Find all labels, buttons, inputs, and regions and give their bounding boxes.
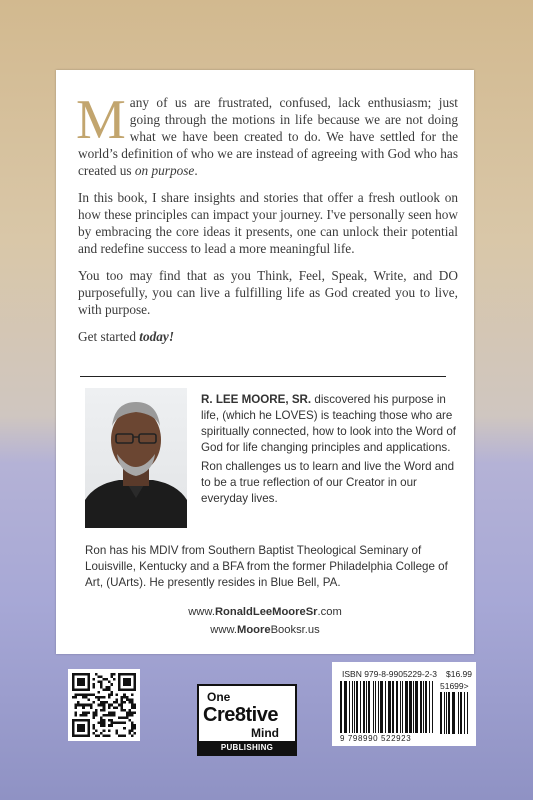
author-name: R. LEE MOORE, SR.: [201, 393, 312, 406]
back-cover-panel: [56, 70, 474, 654]
today-emphasis: today!: [139, 329, 175, 344]
intro-paragraph-2: In this book, I share insights and stories that offer a fresh outlook on how these principles can impact your journey. I've personally seen how by embracing the core ideas it presents, one can unlock their potential and redefine success to lead a more meaningful life.: [78, 190, 458, 256]
get-started-text: Get started: [78, 329, 140, 344]
bio-p1-text: discovered his purpose in life, (which he LOVES) is teaching those who are spiritually connected, how to look into the Word of God for life changing principles and applications.: [201, 393, 456, 454]
bio-paragraph-3: Ron has his MDIV from Southern Baptist Theological Seminary of Louisville, Kentucky and a BFA from the former Philadelphia College of Art, (UArts). He presently resides in Blue Bell, PA.: [85, 544, 448, 589]
barcode-number: 9 798990 522923: [340, 734, 412, 743]
isbn-text: ISBN 979-8-9905229-2-3: [342, 669, 437, 679]
intro-p1-end: .: [194, 163, 198, 178]
intro-p1-text: any of us are frustrated, confused, lack enthusiasm; just going through the motions in life because we are not doing what we have been created to do. We have settled for the world’s definition of who we are instead of agreeing with God who has created us: [78, 95, 458, 178]
intro-text: [76, 89, 458, 355]
divider-line: [80, 376, 446, 377]
barcode-bars: [340, 681, 436, 733]
drop-cap: M: [76, 89, 126, 151]
intro-p1-emphasis: on purpose: [134, 163, 195, 178]
author-bio: [201, 392, 461, 510]
author-photo: [85, 388, 187, 528]
intro-paragraph-4: [78, 328, 458, 345]
website-2[interactable]: www.MooreBooksr.us: [210, 624, 320, 636]
isbn-barcode: [332, 662, 476, 746]
addon-bars: [440, 692, 470, 734]
publisher-logo: One Cre8tive Mind PUBLISHING: [197, 684, 297, 756]
addon-code: 51699>: [440, 681, 469, 691]
bio-paragraph-1: [201, 392, 461, 456]
qr-code: [68, 669, 140, 741]
intro-paragraph-3: You too may find that as you Think, Feel, Speak, Write, and DO purposefully, you can live a fulfilling life as God created you to live, with purpose.: [78, 268, 458, 317]
bio-paragraph-2: Ron challenges us to learn and live the Word and to be a true reflection of our Creator in our everyday lives.: [201, 460, 455, 505]
intro-paragraph-1: [76, 89, 458, 179]
website-1[interactable]: www.RonaldLeeMooreSr.com: [188, 606, 342, 618]
price-text: $16.99: [446, 669, 472, 679]
